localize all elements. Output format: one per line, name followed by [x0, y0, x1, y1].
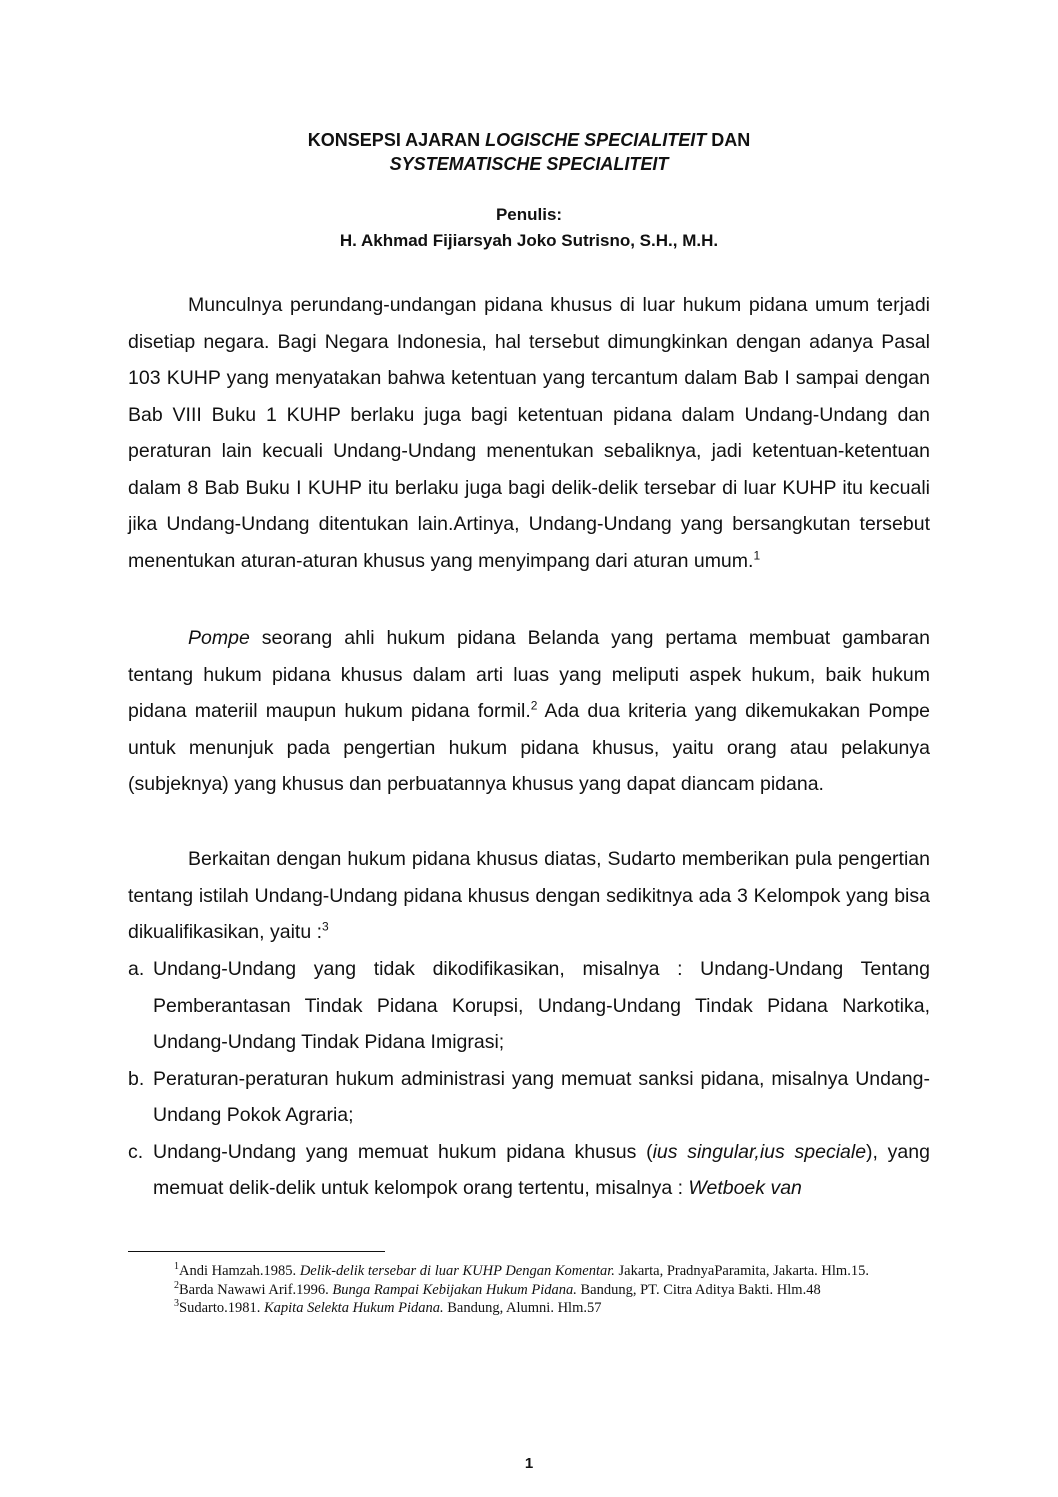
- footnote-separator: [128, 1251, 385, 1252]
- paragraph-3: Berkaitan dengan hukum pidana khusus diatas, Sudarto memberikan pula pengertian tentang istilah Undang-Undang pidana khusus dengan sedikitnya ada 3 Kelompok yang bisa dikualifikasikan, yaitu :$^3$: [128, 848, 930, 943]
- criteria-list: [128, 951, 930, 1207]
- document-title: [0, 128, 1058, 176]
- footnote-ref-2[interactable]: 2: [530, 698, 538, 713]
- footnotes: [128, 1262, 930, 1318]
- footnote-ref-1[interactable]: 1: [753, 548, 761, 562]
- title-line-1: KONSEPSI AJARAN LOGISCHE SPECIALITEIT DAN: [307, 130, 751, 150]
- paragraph-2: Pompe seorang ahli hukum pidana Belanda yang pertama membuat gambaran tentang hukum pidana khusus dalam arti luas yang meliputi aspek hukum, baik hukum pidana materiil maupun hukum pidana formil.$^2$ Ada dua kriteria yang dikemukakan Pompe untuk menunjuk pada pengertian hukum pidana khusus, yaitu orang atau pelakunya (subjeknya) yang khusus dan perbuatannya khusus yang dapat diancam pidana.: [128, 627, 931, 795]
- list-item: b. Peraturan-peraturan hukum administrasi yang memuat sanksi pidana, misalnya Undang- Undang Pokok Agraria;: [128, 1067, 930, 1126]
- footnote-3: $^3$Sudarto.1981. Kapita Selekta Hukum Pidana. Bandung, Alumni. Hlm.57: [174, 1298, 602, 1316]
- footnote-2: $^2$Barda Nawawi Arif.1996. Bunga Rampai Kebijakan Hukum Pidana. Bandung, PT. Citra Aditya Bakti. Hlm.48: [174, 1279, 821, 1298]
- title-line-2: SYSTEMATISCHE SPECIALITEIT: [389, 154, 669, 174]
- author-name: H. Akhmad Fijiarsyah Joko Sutrisno, S.H., M.H.: [339, 231, 719, 250]
- author-block: [0, 202, 1058, 254]
- footnote-ref-3[interactable]: 3: [322, 919, 329, 934]
- page-number: 1: [524, 1455, 534, 1472]
- footnote-1: $^1$Andi Hamzah.1985. Delik-delik tersebar di luar KUHP Dengan Komentar. Jakarta, PradnyaParamita, Jakarta. Hlm.15.: [174, 1261, 869, 1279]
- author-label: Penulis:: [495, 205, 563, 224]
- paragraph-1: Munculnya perundang-undangan pidana khusus di luar hukum pidana umum terjadi disetiap negara. Bagi Negara Indonesia, hal tersebut dimungkinkan dengan adanya Pasal 103 KUHP yang menyatakan bahwa ketentuan yang tercantum dalam Bab I sampai dengan Bab VIII Buku 1 KUHP berlaku juga bagi ketentuan pidana dalam Undang-Undang dan peraturan lain kecuali Undang-Undang menentukan sebaliknya, jadi ketentuan-ketentuan dalam 8 Bab Buku I KUHP itu berlaku juga bagi delik-delik tersebar di luar KUHP itu kecuali jika Undang-Undang ditentukan lain.Artinya, Undang-Undang yang bersangkutan tersebut menentukan aturan-aturan khusus yang menyimpang dari aturan umum.$^1$: [128, 294, 930, 572]
- list-item: a. Undang-Undang yang tidak dikodifikasikan, misalnya : Undang-Undang Tentang Pemberantasan Tindak Pidana Korupsi, Undang-Undang Tindak Pidana Narkotika, Undang-Undang Tindak Pidana Imigrasi;: [128, 958, 930, 1053]
- list-item: c. Undang-Undang yang memuat hukum pidana khusus (ius singular,ius speciale), yang memuat delik-delik untuk kelompok orang tertentu, misalnya : Wetboek van: [128, 1140, 930, 1199]
